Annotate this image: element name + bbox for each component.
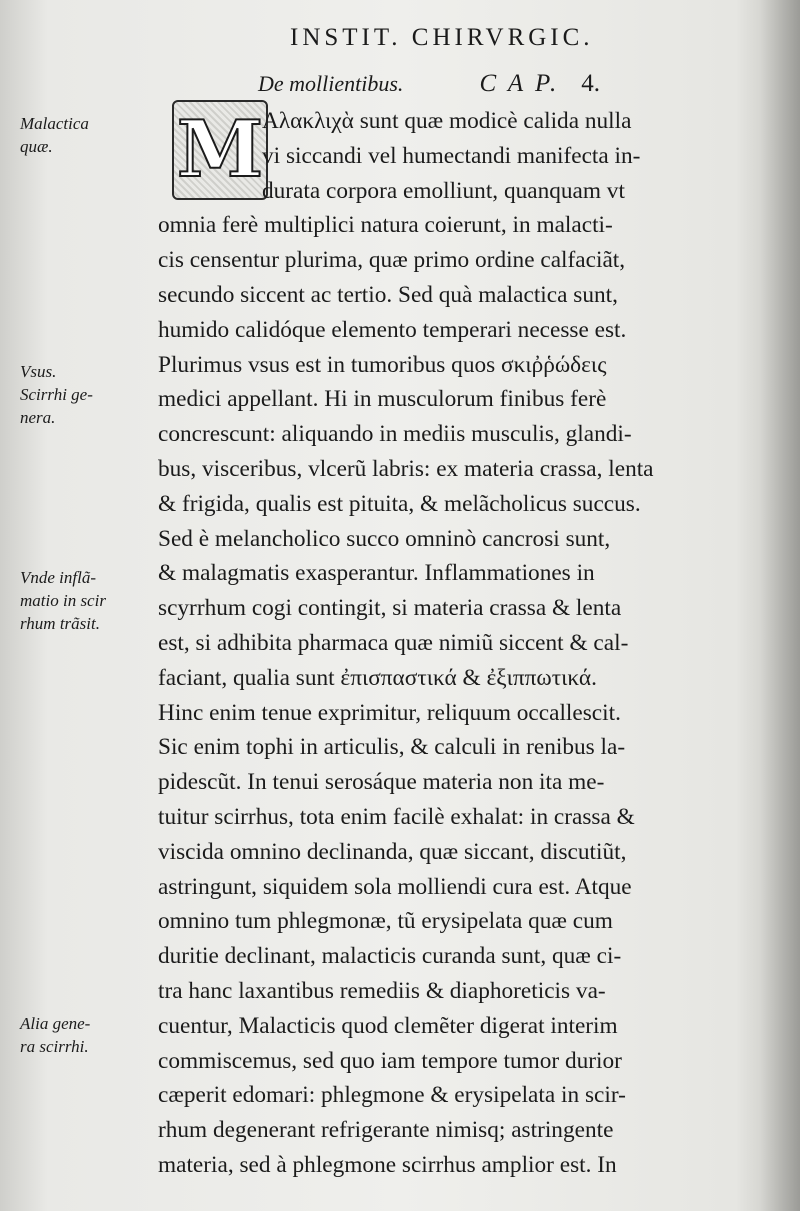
text-line: tuitur scirrhus, tota enim facilè exhalat: in crassa &: [158, 803, 635, 830]
text-line: rhum degenerant refrigerante nimisq; astringente: [158, 1117, 614, 1144]
text-line: cis censentur plurima, quæ primo ordine calfaciãt,: [158, 247, 626, 274]
text-line: Sic enim tophi in articulis, & calculi in renibus la-: [158, 734, 626, 761]
text-line: & malagmatis exasperantur. Inflammationes in: [158, 560, 595, 587]
margin-note-line: quæ.: [20, 137, 53, 156]
margin-note-line: Vnde inflã-: [20, 568, 97, 587]
text-line: faciant, qualia sunt ἐπισπαστικά & ἐξιππωτικά.: [158, 664, 597, 691]
text-line: est, si adhibita pharmaca quæ nimiũ siccent & cal-: [158, 629, 629, 656]
text-line: Plurimus vsus est in tumoribus quos σκιῤῥώδεις: [158, 351, 607, 378]
text-line: omnino tum phlegmonæ, tũ erysipelata quæ cum: [158, 908, 613, 935]
text-line: scyrrhum cogi contingit, si materia crassa & lenta: [158, 595, 622, 622]
margin-note-alia-genera: [20, 1012, 160, 1058]
text-line: humido calidóque elemento temperari necesse est.: [158, 316, 627, 343]
chapter-title: De mollientibus.: [258, 71, 404, 96]
text-line: medici appellant. Hi in musculorum finibus ferè: [158, 386, 607, 413]
text-line: bus, visceribus, vlcerũ labris: ex materia crassa, lenta: [158, 455, 654, 482]
chapter-number: 4.: [581, 70, 601, 97]
margin-note-line: nera.: [20, 408, 56, 427]
text-line: secundo siccent ac tertio. Sed quà malactica sunt,: [158, 281, 618, 308]
margin-note-line: matio in scir: [20, 591, 106, 610]
text-line: tra hanc laxantibus remediis & diaphoreticis va-: [158, 977, 606, 1004]
drop-cap-letter: M: [176, 104, 264, 195]
text-line: vi siccandi vel humectandi manifecta in-: [262, 142, 641, 169]
text-line: pidescũt. In tenui serosáque materia non ita me-: [158, 769, 605, 796]
body-text: [158, 104, 743, 1183]
text-line: omnia ferè multiplici natura coierunt, in malacti-: [158, 212, 613, 239]
margin-note-inflammatio: [20, 566, 160, 635]
margin-note-malactica: [20, 112, 160, 158]
running-head: INSTIT. CHIRVRGIC.: [290, 24, 594, 51]
chapter-cap-label: C A P.: [479, 70, 560, 97]
margin-note-usus: [20, 360, 160, 429]
margin-note-line: Malactica: [20, 114, 89, 133]
text-line: materia, sed à phlegmone scirrhus amplior est. In: [158, 1151, 617, 1178]
text-line: Hinc enim tenue exprimitur, reliquum occallescit.: [158, 699, 621, 726]
text-line: Αλακλιχὰ sunt quæ modicè calida nulla: [262, 108, 632, 134]
chapter-heading: [258, 70, 678, 98]
text-line: & frigida, qualis est pituita, & melãcholicus succus.: [158, 490, 641, 517]
page-edge-shadow: [760, 0, 800, 1211]
text-line: concrescunt: aliquando in mediis musculis, glandi-: [158, 421, 632, 448]
text-line: durata corpora emolliunt, quanquam vt: [262, 177, 625, 204]
margin-note-line: rhum trãsit.: [20, 614, 100, 633]
margin-note-line: Alia gene-: [20, 1014, 91, 1033]
text-line: commiscemus, sed quo iam tempore tumor durior: [158, 1047, 622, 1074]
text-line: cæperit edomari: phlegmone & erysipelata in scir-: [158, 1082, 626, 1109]
text-line: viscida omnino declinanda, quæ siccant, discutiũt,: [158, 838, 627, 865]
margin-note-line: Scirrhi ge-: [20, 385, 93, 404]
margin-note-line: ra scirrhi.: [20, 1037, 89, 1056]
text-line: Sed è melancholico succo omninò cancrosi sunt,: [158, 525, 611, 552]
margin-note-line: Vsus.: [20, 362, 57, 381]
text-line: duritie declinant, malacticis curanda sunt, quæ ci-: [158, 943, 622, 970]
text-line: astringunt, siquidem sola molliendi cura est. Atque: [158, 873, 632, 900]
text-line: cuentur, Malacticis quod clemẽter digerat interim: [158, 1012, 618, 1039]
